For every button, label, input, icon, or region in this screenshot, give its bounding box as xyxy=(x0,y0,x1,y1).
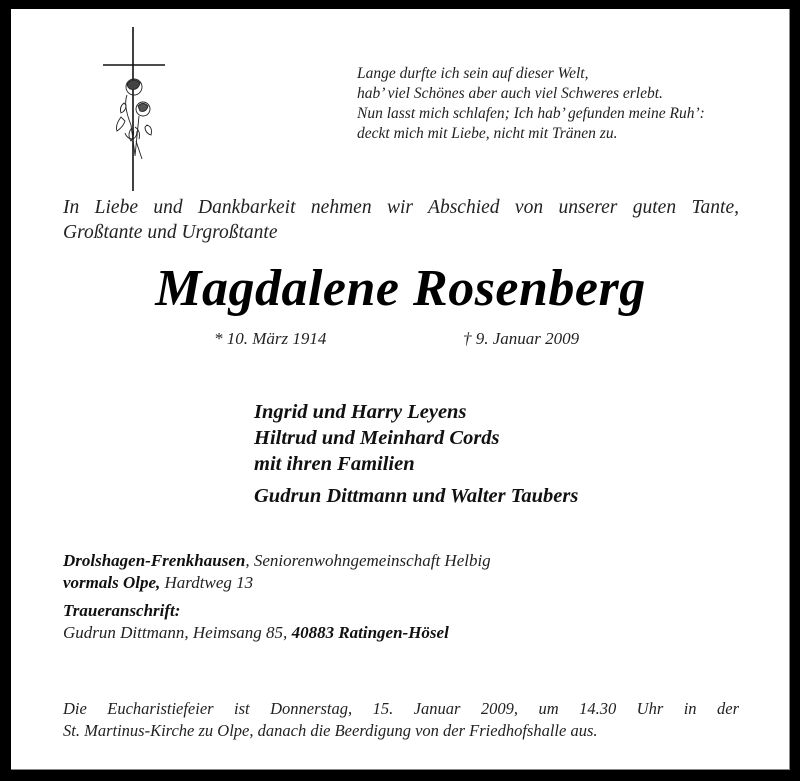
poem-line: deckt mich mit Liebe, nicht mit Tränen zu. xyxy=(357,125,618,142)
service-info xyxy=(63,698,739,742)
deceased-name: Magdalene Rosenberg xyxy=(155,260,646,317)
mourners-list xyxy=(254,399,578,509)
birth-date: * 10. März 1914 xyxy=(214,329,327,348)
former-place: vormals Olpe, xyxy=(63,573,161,592)
mourner-line: Hiltrud und Meinhard Cords xyxy=(254,427,500,449)
mourner-line: mit ihren Familien xyxy=(254,453,415,475)
intro-line-1: In Liebe und Dankbarkeit nehmen wir Abschied von unserer guten Tante, xyxy=(63,197,739,218)
mourner-line: Ingrid und Harry Leyens xyxy=(254,401,467,423)
address-block xyxy=(63,550,491,644)
mourning-address-city: 40883 Ratingen-Hösel xyxy=(291,623,449,642)
service-line-1: Die Eucharistiefeier ist Donnerstag, 15. Januar 2009, um 14.30 Uhr in der xyxy=(63,699,739,718)
former-street: Hardtweg 13 xyxy=(160,573,254,592)
poem-line: Nun lasst mich schlafen; Ich hab’ gefunden meine Ruh’: xyxy=(357,105,705,122)
residence-detail: , Seniorenwohngemeinschaft Helbig xyxy=(245,551,491,570)
obituary-notice xyxy=(11,9,790,770)
mourning-address-street: Gudrun Dittmann, Heimsang 85, xyxy=(63,623,292,642)
service-line-2: St. Martinus-Kirche zu Olpe, danach die Beerdigung von der Friedhofshalle aus. xyxy=(63,721,598,740)
residence-line xyxy=(63,550,491,572)
mourning-address-label: Traueranschrift: xyxy=(63,601,181,620)
residence-place: Drolshagen-Frenkhausen xyxy=(63,551,246,570)
poem xyxy=(357,64,705,144)
death-date: † 9. Januar 2009 xyxy=(463,329,580,348)
cross-with-roses-icon xyxy=(91,21,181,193)
intro-text xyxy=(63,195,739,245)
mourner-line: Gudrun Dittmann und Walter Taubers xyxy=(254,485,579,507)
former-residence-line xyxy=(63,572,491,594)
poem-line: hab’ viel Schönes aber auch viel Schweres erlebt. xyxy=(357,85,663,102)
mourning-address-line xyxy=(63,622,491,644)
intro-line-2: Großtante und Urgroßtante xyxy=(63,222,278,243)
poem-line: Lange durfte ich sein auf dieser Welt, xyxy=(357,65,589,82)
